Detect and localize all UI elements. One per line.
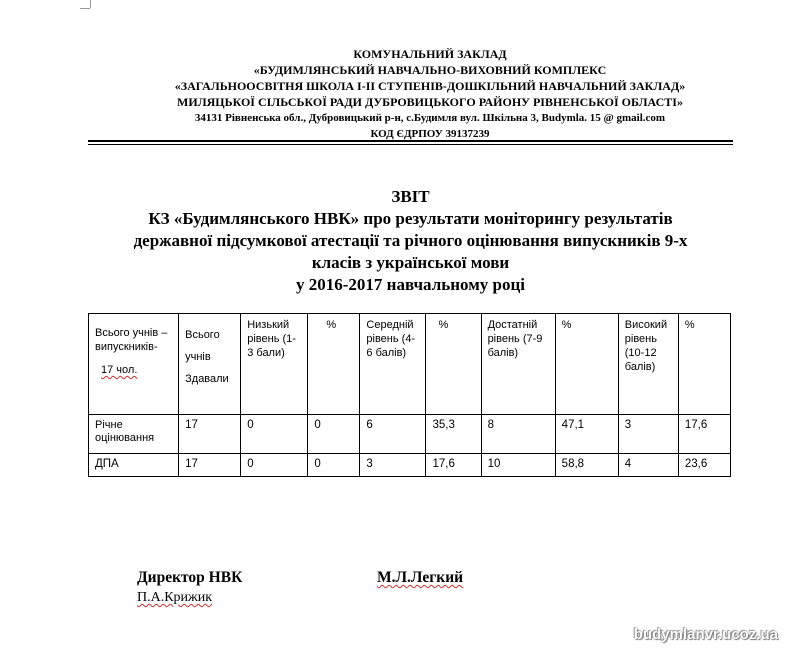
table-cell: 35,3: [426, 415, 481, 454]
table-cell: 17,6: [426, 454, 481, 477]
letterhead-divider: [88, 144, 733, 145]
table-cell: 23,6: [678, 454, 730, 477]
table-cell: 8: [481, 415, 555, 454]
letterhead-address: 34131 Рівненська обл., Дубровицький р-н, с.Будимля вул. Шкільна 3, Budymla. 15 @ gmail.com: [194, 112, 666, 124]
table-cell: 17: [179, 454, 241, 477]
header-cell: Середній рівень (4-6 балів): [360, 314, 426, 415]
letterhead-divider: [88, 140, 733, 142]
header-cell: %: [555, 314, 618, 415]
report-title: [88, 186, 733, 296]
header-cell: %: [426, 314, 481, 415]
table-cell: 17,6: [678, 415, 730, 454]
letterhead-line: «БУДИМЛЯНСЬКИЙ НАВЧАЛЬНО-ВИХОВНИЙ КОМПЛЕКС: [253, 63, 607, 77]
header-cell: Високий рівень (10-12 балів): [618, 314, 678, 415]
page-corner-mark: [90, 0, 91, 8]
table-cell: 0: [308, 454, 360, 477]
table-row: [89, 454, 731, 477]
letterhead-edrpou: КОД ЄДРПОУ 39137239: [370, 128, 490, 140]
table-cell: 10: [481, 454, 555, 477]
total-count: 17 чол.: [101, 364, 138, 376]
table-cell: 17: [179, 415, 241, 454]
report-title-line: державної підсумкової атестації та річного оцінювання випускників 9-х: [133, 231, 688, 250]
header-cell: %: [308, 314, 360, 415]
table-cell: 6: [360, 415, 426, 454]
report-title-line: у 2016-2017 навчальному році: [295, 275, 526, 294]
page-corner-mark: [80, 8, 90, 9]
signature-executor-name: П.А.Крижик: [137, 590, 213, 605]
letterhead-line: «ЗАГАЛЬНООСВІТНЯ ШКОЛА І-ІІ СТУПЕНІВ-ДОШКІЛЬНИЙ НАВЧАЛЬНИЙ ЗАКЛАД»: [174, 79, 686, 93]
signature-role: Директор НВК: [137, 569, 243, 586]
table-cell: 4: [618, 454, 678, 477]
report-title-line: класів з української мови: [311, 253, 510, 272]
table-cell: 3: [360, 454, 426, 477]
letterhead-line: КОМУНАЛЬНИЙ ЗАКЛАД: [353, 47, 507, 61]
header-cell: Низький рівень (1-3 бали): [241, 314, 308, 415]
report-title-line: КЗ «Будимлянського НВК» про результати моніторингу результатів: [148, 209, 673, 228]
table-cell: 0: [241, 415, 308, 454]
site-watermark: budymlanvr.ucoz.ua: [633, 626, 778, 643]
letterhead-line: МИЛЯЦЬКОЇ СІЛЬСЬКОЇ РАДИ ДУБРОВИЦЬКОГО РАЙОНУ РІВНЕНСЬКОЇ ОБЛАСТІ»: [177, 95, 683, 109]
table-cell: 58,8: [555, 454, 618, 477]
table-header-row: [89, 314, 731, 415]
header-cell: Всього учнів Здавали: [179, 314, 241, 415]
table-cell: 3: [618, 415, 678, 454]
letterhead: [90, 46, 770, 142]
table-cell: 47,1: [555, 415, 618, 454]
signature-director-name: М.Л.Легкий: [377, 569, 464, 586]
table-cell: 0: [308, 415, 360, 454]
report-title-line: ЗВІТ: [391, 187, 430, 206]
table-cell: 0: [241, 454, 308, 477]
row-label: Річне оцінювання: [89, 415, 179, 454]
header-cell: Всього учнів – випускників- 17 чол.: [89, 314, 179, 415]
results-table: [88, 313, 731, 477]
table-row: [89, 415, 731, 454]
header-cell: %: [678, 314, 730, 415]
row-label: ДПА: [89, 454, 179, 477]
header-cell: Достатній рівень (7-9 балів): [481, 314, 555, 415]
